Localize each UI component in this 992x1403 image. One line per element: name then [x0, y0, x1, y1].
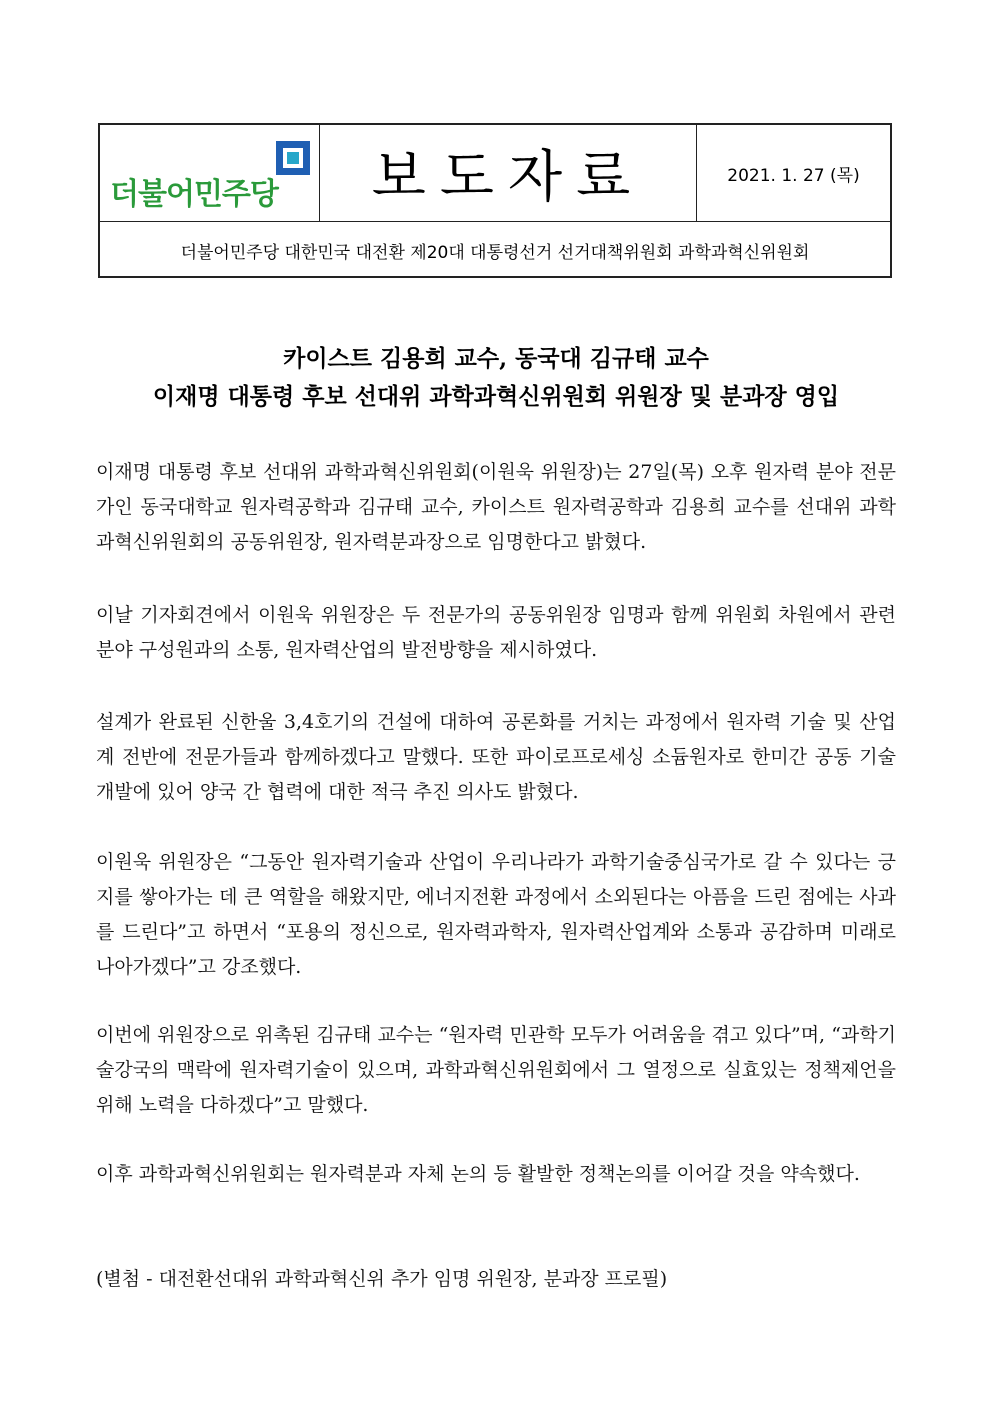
press-release-header: [98, 123, 892, 278]
party-logo-icon: [276, 141, 310, 175]
paragraph-4: 이원욱 위원장은 “그동안 원자력기술과 산업이 우리나라가 과학기술중심국가로 갈 수 있다는 긍지를 쌓아가는 데 큰 역할을 해왔지만, 에너지전환 과정에서 소외된다는 아픔을 드린 점에는 사과를 드린다”고 하면서 “포용의 정신으로, 원자력과학자, 원자력산업계와 소통과 공감하며 미래로 나아가겠다”고 강조했다.: [96, 851, 896, 978]
party-logo-text: 더불어민주당: [110, 177, 278, 212]
committee-subtitle: 더불어민주당 대한민국 대전환 제20대 대통령선거 선거대책위원회 과학과혁신위원회: [180, 242, 810, 263]
header-top-row: [100, 125, 890, 222]
headline: [60, 340, 932, 416]
paragraph-2: 이날 기자회견에서 이원욱 위원장은 두 전문가의 공동위원장 임명과 함께 위원회 차원에서 관련 분야 구성원과의 소통, 원자력산업의 발전방향을 제시하였다.: [96, 604, 896, 661]
headline-line-1: 카이스트 김용희 교수, 동국대 김규태 교수: [283, 345, 709, 372]
attachment-note: (별첨 - 대전환선대위 과학과혁신위 추가 임명 위원장, 분과장 프로필): [96, 1268, 668, 1290]
title-cell: [320, 125, 697, 221]
press-release-title: 보도자료: [371, 145, 645, 210]
logo-cell: [100, 125, 320, 221]
date-cell: [697, 125, 890, 221]
paragraph-3: 설계가 완료된 신한울 3,4호기의 건설에 대하여 공론화를 거치는 과정에서 원자력 기술 및 산업계 전반에 전문가들과 함께하겠다고 말했다. 또한 파이로프로세싱 소듐원자로 한미간 공동 기술개발에 있어 양국 간 협력에 대한 적극 추진 의사도 밝혔다.: [96, 711, 896, 803]
headline-line-2: 이재명 대통령 후보 선대위 과학과혁신위원회 위원장 및 분과장 영입: [152, 383, 840, 410]
release-date: 2021. 1. 27 (목): [727, 165, 860, 186]
paragraph-6: 이후 과학과혁신위원회는 원자력분과 자체 논의 등 활발한 정책논의를 이어갈 것을 약속했다.: [96, 1163, 860, 1185]
paragraph-5: 이번에 위원장으로 위촉된 김규태 교수는 “원자력 민관학 모두가 어려움을 겪고 있다”며, “과학기술강국의 맥락에 원자력기술이 있으며, 과학과혁신위원회에서 그 열정으로 실효있는 정책제언을 위해 노력을 다하겠다”고 말했다.: [96, 1024, 896, 1116]
paragraph-1: 이재명 대통령 후보 선대위 과학과혁신위원회(이원욱 위원장)는 27일(목) 오후 원자력 분야 전문가인 동국대학교 원자력공학과 김규태 교수, 카이스트 원자력공학과 김용희 교수를 선대위 과학과혁신위원회의 공동위원장, 원자력분과장으로 임명한다고 밝혔다.: [96, 461, 896, 553]
